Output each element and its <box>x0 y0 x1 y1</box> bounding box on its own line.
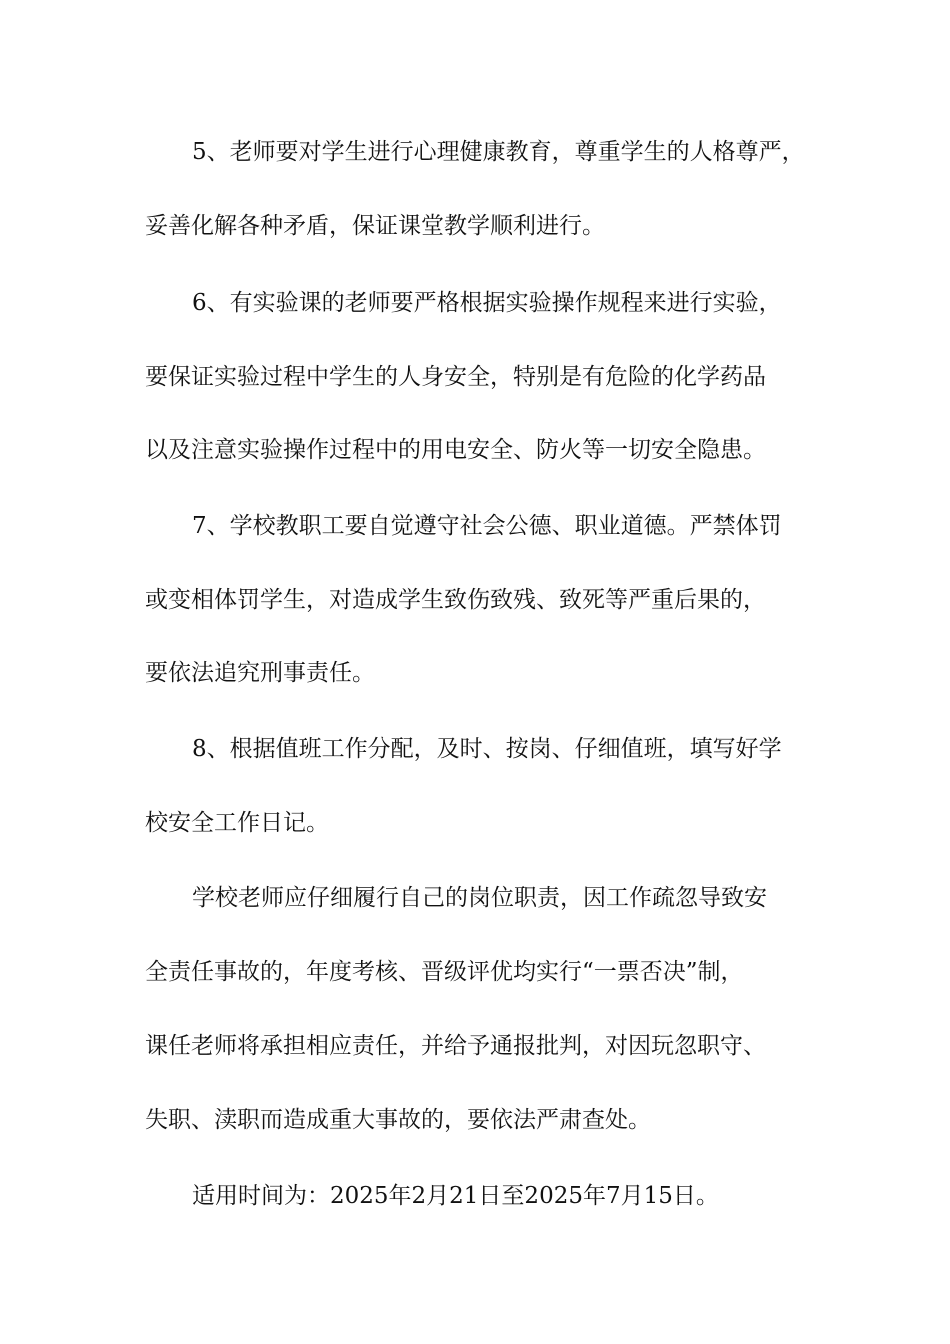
paragraph-6-line-2: 要保证实验过程中学生的人身安全，特别是有危险的化学药品 <box>145 364 766 390</box>
closing-paragraph-line-3: 课任老师将承担相应责任，并给予通报批判，对因玩忽职守、 <box>145 1033 766 1059</box>
paragraph-5-line-2: 妥善化解各种矛盾，保证课堂教学顺利进行。 <box>145 213 605 239</box>
paragraph-7-line-2: 或变相体罚学生，对造成学生致伤致残、致死等严重后果的， <box>145 587 766 613</box>
paragraph-8-line-2: 校安全工作日记。 <box>145 810 329 836</box>
paragraph-6-line-3: 以及注意实验操作过程中的用电安全、防火等一切安全隐患。 <box>145 437 766 463</box>
closing-paragraph-line-1: 学校老师应仔细履行自己的岗位职责，因工作疏忽导致安 <box>192 885 767 911</box>
closing-paragraph-line-2: 全责任事故的，年度考核、晋级评优均实行“一票否决”制， <box>145 959 744 985</box>
paragraph-7-line-3: 要依法追究刑事责任。 <box>145 660 375 686</box>
paragraph-7-line-1: 7、学校教职工要自觉遵守社会公德、职业道德。严禁体罚 <box>192 513 782 539</box>
effective-period-line: 适用时间为：2025年2月21日至2025年7月15日。 <box>192 1183 719 1209</box>
paragraph-8-line-1: 8、根据值班工作分配，及时、按岗、仔细值班，填写好学 <box>192 736 782 762</box>
paragraph-5-line-1: 5、老师要对学生进行心理健康教育，尊重学生的人格尊严， <box>192 139 805 165</box>
paragraph-6-line-1: 6、有实验课的老师要严格根据实验操作规程来进行实验， <box>192 290 782 316</box>
closing-paragraph-line-4: 失职、渎职而造成重大事故的，要依法严肃查处。 <box>145 1107 651 1133</box>
